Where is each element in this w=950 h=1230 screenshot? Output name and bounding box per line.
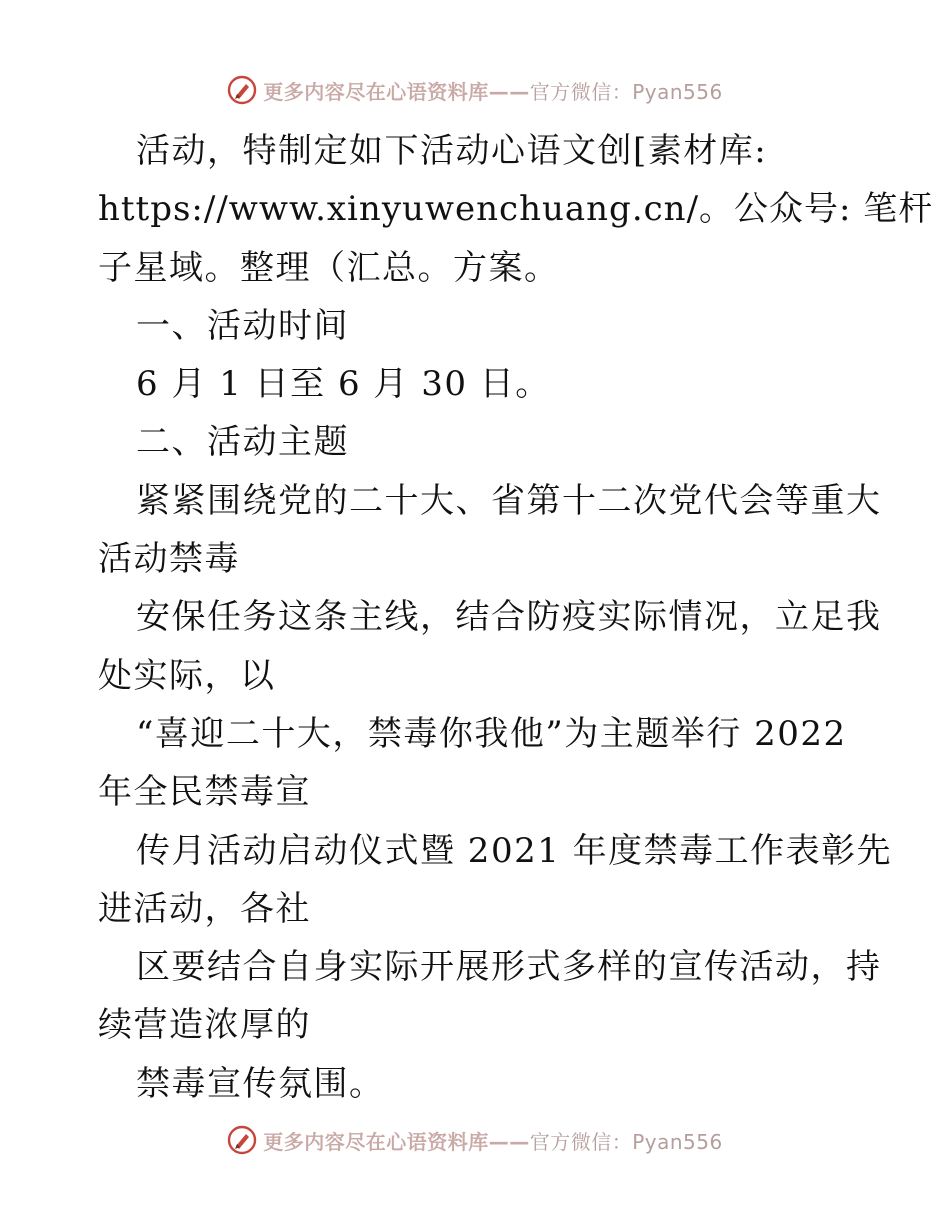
- document-body: [98, 122, 934, 1113]
- body-line: 安保任务这条主线，结合防疫实际情况，立足我: [136, 597, 882, 638]
- watermark-text: 更多内容尽在心语资料库——官方微信：Pyan556: [263, 1129, 723, 1154]
- body-line: https://www.xinyuwenchuang.cn/。公众号: 笔杆: [98, 189, 934, 230]
- body-line: 活动禁毒: [98, 539, 240, 580]
- body-line: 子星域。整理（汇总。方案。: [98, 247, 560, 288]
- body-line: 活动，特制定如下活动心语文创[素材库:: [136, 131, 768, 171]
- body-line: 紧紧围绕党的二十大、省第十二次党代会等重大: [136, 480, 882, 521]
- watermark-text: 更多内容尽在心语资料库——官方微信：Pyan556: [263, 79, 723, 104]
- section-heading: 一、活动时间: [136, 305, 349, 346]
- section-heading: 二、活动主题: [136, 422, 349, 463]
- body-line: 6 月 1 日至 6 月 30 日。: [136, 364, 551, 405]
- footer-watermark: [0, 1120, 950, 1160]
- pen-seal-logo-icon: [227, 1125, 257, 1155]
- body-line: 处实际，以: [98, 655, 276, 696]
- body-line: 禁毒宣传氛围。: [136, 1063, 385, 1104]
- body-line: 区要结合自身实际开展形式多样的宣传活动，持: [136, 947, 882, 988]
- pen-seal-logo-icon: [227, 75, 257, 105]
- header-watermark: [0, 70, 950, 110]
- body-line: 续营造浓厚的: [98, 1005, 311, 1046]
- body-line: 年全民禁毒宣: [98, 772, 311, 813]
- body-line: 进活动，各社: [98, 888, 311, 929]
- body-line: “喜迎二十大，禁毒你我他”为主题举行 2022: [136, 713, 847, 754]
- body-line: 传月活动启动仪式暨 2021 年度禁毒工作表彰先: [136, 830, 893, 871]
